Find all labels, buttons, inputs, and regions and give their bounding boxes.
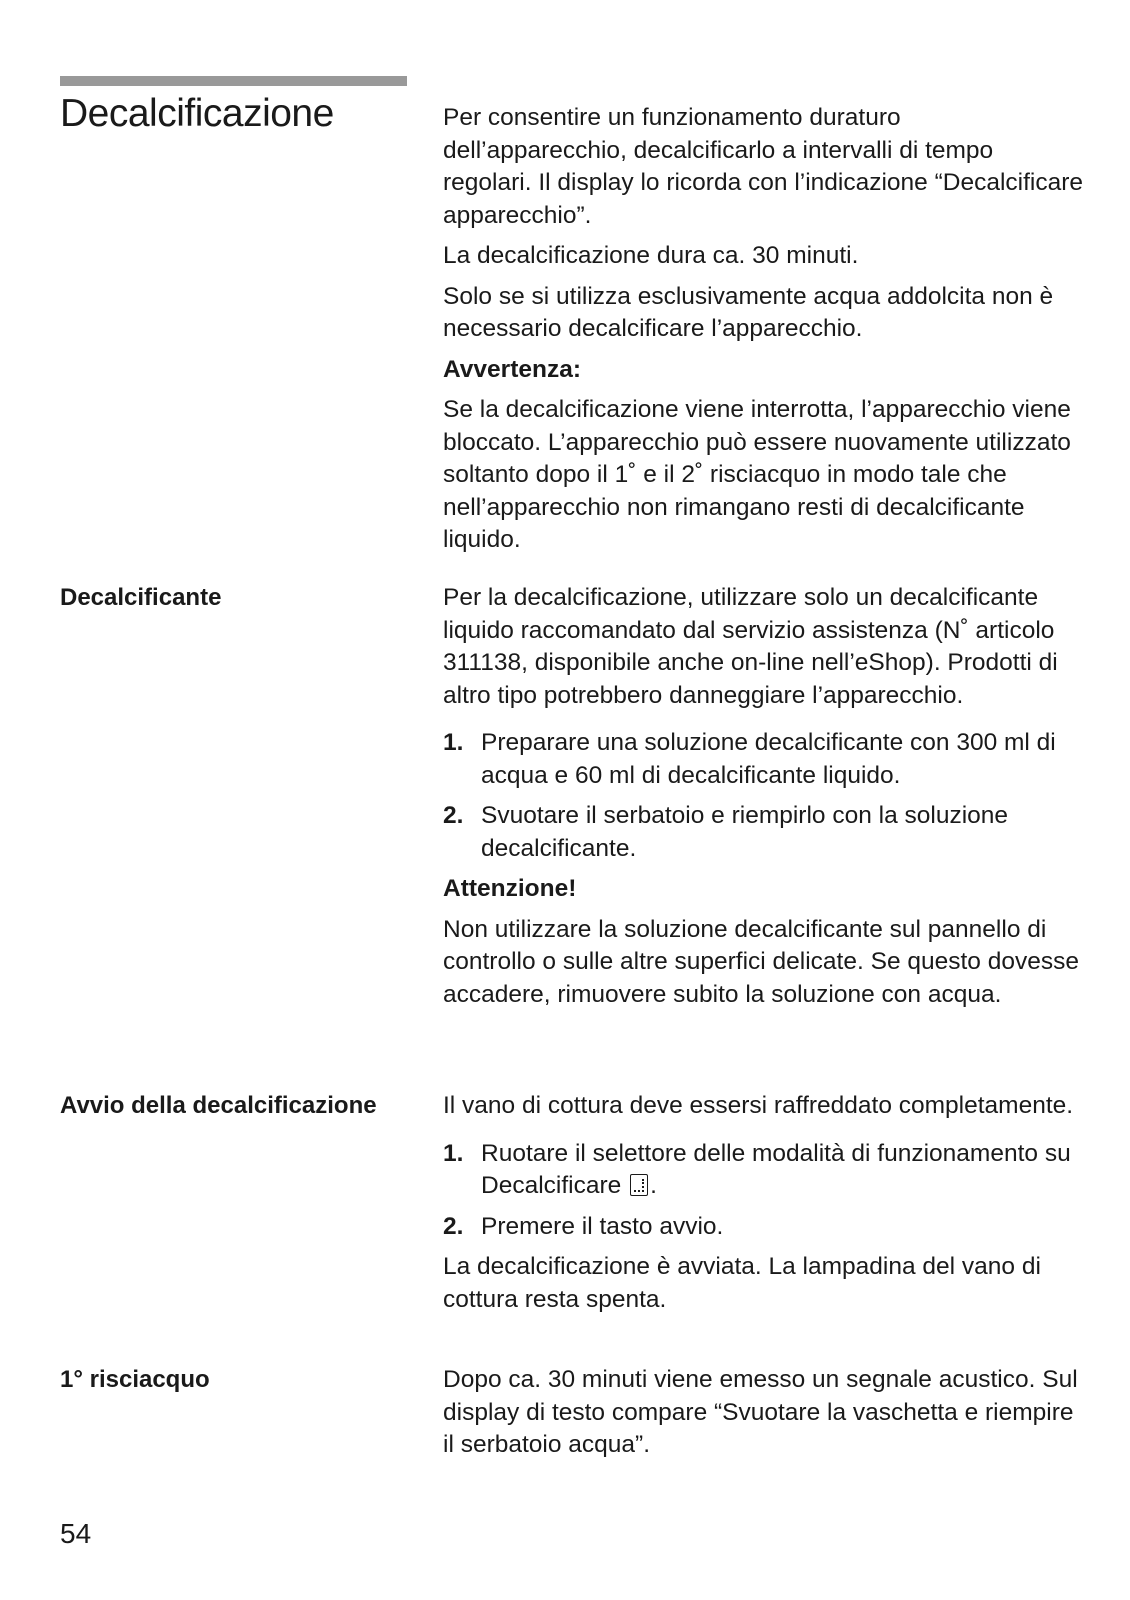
rinse-text: Dopo ca. 30 minuti viene emesso un segnale acustico. Sul display di testo compare “Svuotare la vaschetta e riempire il serbatoio acqua”. — [443, 1366, 1078, 1458]
start-text: Il vano di cottura deve essersi raffreddato completamente. — [443, 1092, 1074, 1119]
descale-mode-icon — [630, 1174, 648, 1196]
start-step-1 — [443, 1138, 1083, 1203]
page-number: 54 — [60, 1518, 92, 1549]
page-title: Decalcificazione — [60, 92, 334, 135]
rinse-block — [443, 1364, 1083, 1462]
step-number: 1. — [443, 729, 464, 756]
step-number: 2. — [443, 802, 464, 829]
step-text: Premere il tasto avvio. — [481, 1212, 724, 1240]
intro-paragraph-2: La decalcificazione dura ca. 30 minuti. — [443, 242, 859, 269]
intro-block — [443, 102, 1083, 557]
warning-text: Se la decalcificazione viene interrotta, l’apparecchio viene bloccato. L’apparecchio può essere nuovamente utilizzato soltanto dopo il 1˚ e il 2˚ risciacquo in modo tale che nell’apparecchio non rimangano resti di decalcificante liquido. — [443, 396, 1071, 553]
step-text-main: Ruotare il selettore delle modalità di funzionamento su Decalcificare — [481, 1139, 1071, 1199]
descaler-step-1 — [443, 727, 1083, 792]
start-label: Avvio della decalcificazione — [60, 1092, 377, 1119]
start-step-2 — [443, 1211, 1083, 1244]
title-rule — [60, 76, 407, 86]
intro-paragraph-3: Solo se si utilizza esclusivamente acqua addolcita non è necessario decalcificare l’apparecchio. — [443, 282, 1054, 342]
intro-paragraph-1: Per consentire un funzionamento duraturo dell’apparecchio, decalcificarlo a intervalli di tempo regolari. Il display lo ricorda con l’indicazione “Decalcificare apparecchio”. — [443, 104, 1084, 229]
warning-heading: Avvertenza: — [443, 355, 581, 383]
descaler-text: Per la decalcificazione, utilizzare solo un decalcificante liquido raccomandato dal servizio assistenza (N˚ articolo 311138, disponibile anche on-line nell’eShop). Prodotti di altro tipo potrebbero danneggiare l’apparecchio. — [443, 584, 1058, 709]
descaler-block — [443, 582, 1083, 1011]
step-text-end: . — [650, 1172, 657, 1199]
caution-text: Non utilizzare la soluzione decalcificante sul pannello di controllo o sulle altre superfici delicate. Se questo dovesse accadere, rimuovere subito la soluzione con acqua. — [443, 915, 1079, 1008]
step-number: 2. — [443, 1212, 464, 1240]
step-number: 1. — [443, 1139, 464, 1167]
caution-heading: Attenzione! — [443, 875, 577, 902]
step-text — [481, 1138, 1083, 1203]
step-text: Preparare una soluzione decalcificante con 300 ml di acqua e 60 ml di decalcificante liquido. — [481, 729, 1056, 789]
rinse-label: 1° risciacquo — [60, 1366, 210, 1393]
descaler-label: Decalcificante — [60, 584, 222, 611]
start-result: La decalcificazione è avviata. La lampadina del vano di cottura resta spenta. — [443, 1253, 1041, 1313]
start-block — [443, 1090, 1083, 1316]
descaler-step-2 — [443, 800, 1083, 865]
step-text: Svuotare il serbatoio e riempirlo con la soluzione decalcificante. — [481, 802, 1009, 862]
